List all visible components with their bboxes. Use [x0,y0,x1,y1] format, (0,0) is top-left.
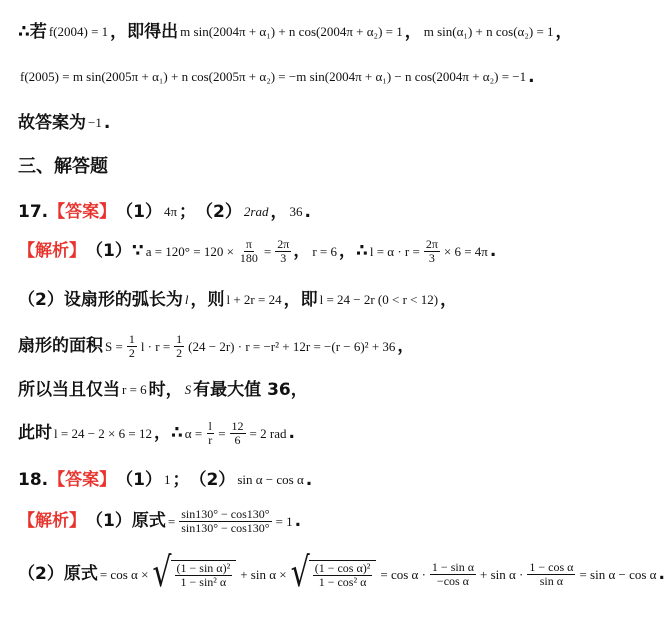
separator: ， [110,22,128,42]
fraction: $\frac{\sin 130^\circ - \cos 130^\circ}{\sin 130^\circ - \cos 130^\circ}$ [181,507,270,536]
analysis-tag: 【解析】 [18,241,86,262]
period: . [103,113,111,133]
equation-expanded: m sin(2004π + α₁) + n cos(2004π + α₂) = 1 [180,24,403,40]
separator: ， [404,22,422,42]
because-symbol: ∵ [131,241,144,262]
q18-analysis-line: 【解析】 （1）原式 = $\frac{\sin 130^\circ - \cos 130^\circ}{\sin 130^\circ - \cos 130^\circ}$ = 1 . [18,507,302,536]
separator: ， [555,22,573,42]
fraction: $\frac{\text{1 − cos α}}{\text{sin α}}$ [529,560,574,589]
part-label: （1） [116,202,162,222]
equation-arc-value: l = 24 − 2 × 6 = 12 [54,425,152,441]
q17-analysis-line: 【解析】 （1） ∵ a = 120° = 120 × $\frac{\pi}{180}$ = $\frac{2\pi}{3}$ ， r = 6 ， ∴ l = α · r = $\frac{2\pi}{3}$ × 6 = 4π . [18,237,497,266]
therefore-symbol: ∴ [170,423,183,444]
part-label: （1） [116,470,162,490]
part-label: （2） [189,470,236,490]
answer-value: −1 [88,115,102,131]
fraction: $\frac{12}{6}$ [231,419,244,448]
equation-arc-length: l = 24 − 2r (0 < r < 12) [319,292,439,308]
question-number: 17. [18,202,49,222]
q17-max-line: 所以当且仅当 r = 6 时， S 有最大值 36， [18,380,308,400]
equation-f2004: f(2004) = 1 [48,24,109,40]
q17-step2-line: （2）设扇形的弧长为 l ，则 l + 2r = 24 ， 即 l = 24 − 2r (0 < r < 12) ， [18,290,458,310]
separator: ， [270,202,288,222]
equation-simplified: m sin(α₁) + n cos(α₂) = 1 [423,24,554,40]
fraction: $\frac{2\pi}{3}$ [425,237,438,266]
equation-radius: r = 6 [312,243,337,259]
answer-value: 2rad [243,204,269,220]
part-label: （2） [196,202,242,222]
answer-text: 故答案为 [18,113,86,133]
q17-area-line: 扇形的面积 S = $\frac{1}{2}$ l · r = $\frac{1}{2}$ (24 − 2r) · r = −r² + 12r = −(r − 6)² + 36 ， [18,332,415,361]
solution-line-3 [18,113,110,133]
answer-value: 1 [163,472,171,488]
period: . [304,202,311,222]
analysis-tag: 【解析】 [18,511,86,532]
equation-perimeter: l + 2r = 24 [226,292,282,308]
square-root: √ $\frac{\text{(1 − cos α)²}}{\text{1 − cos² α}}$ [291,560,377,589]
fraction: $\frac{\pi}{180}$ [239,237,258,266]
q17-final-line: 此时 l = 24 − 2 × 6 = 12 ， ∴ α = $\frac{l}{r}$ = $\frac{12}{6}$ = 2 rad . [18,419,295,448]
answer-tag: 【答案】 [48,202,117,222]
square-root: √ $\frac{\text{(1 − sin α)²}}{\text{1 − sin² α}}$ [152,560,236,589]
q18-step2-line: （2）原式 = cos α × √ $\frac{\text{(1 − sin α)²}}{\text{1 − sin² α}}$ + sin α × √ $\frac{\text{(1 − cos α)²}}{\text{1 − cos² α}}$ = cos α · $\frac{\text{1 − sin α}}{\text{−cos α}}$ + sin α · $\frac{\text{1 − cos α}}{\text{sin α}}$ = sin α − cos α . [18,549,665,597]
answer-tag: 【答案】 [48,470,117,490]
period: . [528,67,535,87]
section-heading-text: 三、解答题 [18,156,108,177]
equation-arc: l = α · r = [369,243,420,259]
q17-answer-line [18,202,311,222]
fraction: $\frac{l}{r}$ [208,419,213,448]
q18-answer-line: 18. 【答案】 （1） 1 ； （2） sin α − cos α . [18,470,313,490]
fraction: $\frac{\text{1 − sin α}}{\text{−cos α}}$ [431,560,474,589]
solution-line-2 [18,67,535,87]
answer-value: 4π [163,204,178,220]
condition: r = 6 [122,382,147,398]
derive-text: 即得出 [127,22,179,42]
answer-value: sin α − cos α [237,472,304,488]
therefore-text: ∴若 [18,22,47,42]
equation-area: (24 − 2r) · r = −r² + 12r = −(r − 6)² + 36 [188,338,396,354]
part-label: （1） [86,241,132,262]
fraction: $\frac{2\pi}{3}$ [277,237,290,266]
fraction: $\frac{1}{2}$ [176,332,183,361]
equation-f2005: f(2005) = m sin(2005π + α₁) + n cos(2005π + α₂) = −m sin(2004π + α₁) − n cos(2004π + α₂) = −1 [20,69,527,85]
answer-value: 36 [289,204,303,220]
fraction: $\frac{1}{2}$ [128,332,135,361]
equation-angle: a = 120° = 120 × [145,243,234,259]
solution-line-1 [18,22,573,42]
section-heading [18,156,108,178]
separator: ； [179,202,197,222]
question-number: 18. [18,470,49,490]
therefore-symbol: ∴ [355,241,368,262]
